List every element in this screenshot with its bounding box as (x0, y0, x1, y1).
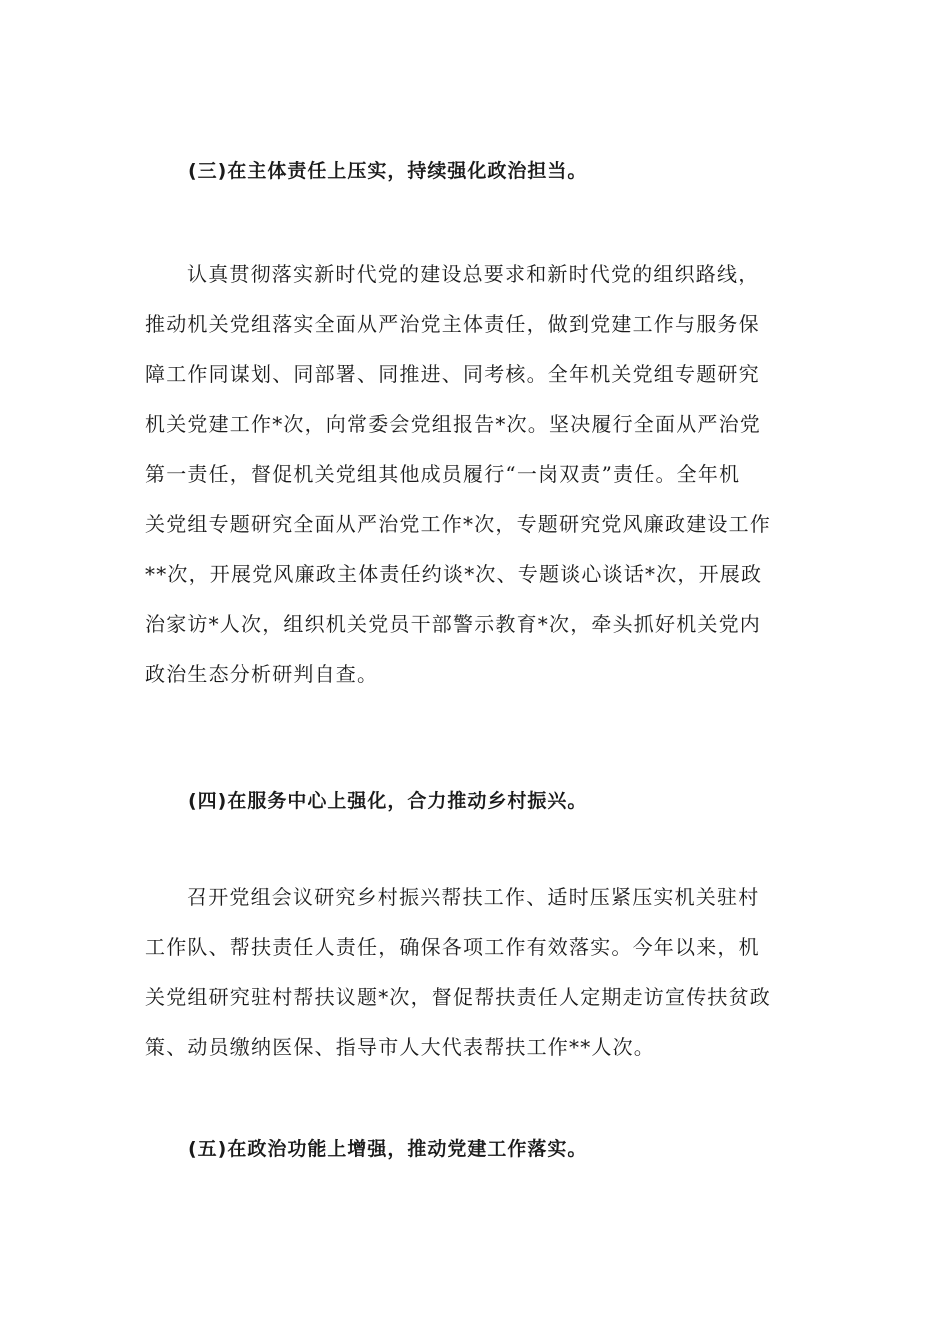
paragraph-line: 关党组研究驻村帮扶议题*次，督促帮扶责任人定期走访宣传扶贫政 (145, 985, 771, 1009)
paragraph-line: 工作队、帮扶责任人责任，确保各项工作有效落实。今年以来，机 (145, 935, 760, 959)
paragraph-line: 机关党建工作*次，向常委会党组报告*次。坚决履行全面从严治党 (145, 412, 761, 436)
paragraph-line: 认真贯彻落实新时代党的建设总要求和新时代党的组织路线， (187, 262, 760, 286)
section-heading-4: (四)在服务中心上强化，合力推动乡村振兴。 (188, 790, 588, 812)
paragraph-4 (145, 872, 809, 1072)
paragraph-line: 推动机关党组落实全面从严治党主体责任，做到党建工作与服务保 (145, 312, 760, 336)
paragraph-line: 策、动员缴纳医保、指导市人大代表帮扶工作**人次。 (145, 1035, 655, 1059)
paragraph-line: 治家访*人次，组织机关党员干部警示教育*次，牵头抓好机关党内 (145, 612, 761, 636)
section-heading-3: (三)在主体责任上压实，持续强化政治担当。 (188, 160, 588, 182)
paragraph-3 (145, 249, 809, 699)
paragraph-line: 第一责任，督促机关党组其他成员履行“一岗双责”责任。全年机 (145, 462, 741, 486)
paragraph-line: 关党组专题研究全面从严治党工作*次，专题研究党风廉政建设工作 (145, 512, 771, 536)
paragraph-line: 政治生态分析研判自查。 (145, 662, 379, 686)
section-heading-5: (五)在政治功能上增强，推动党建工作落实。 (188, 1138, 588, 1160)
paragraph-line: **次，开展党风廉政主体责任约谈*次、专题谈心谈话*次，开展政 (145, 562, 763, 586)
paragraph-line: 障工作同谋划、同部署、同推进、同考核。全年机关党组专题研究 (145, 362, 760, 386)
paragraph-line: 召开党组会议研究乡村振兴帮扶工作、适时压紧压实机关驻村 (187, 885, 760, 909)
